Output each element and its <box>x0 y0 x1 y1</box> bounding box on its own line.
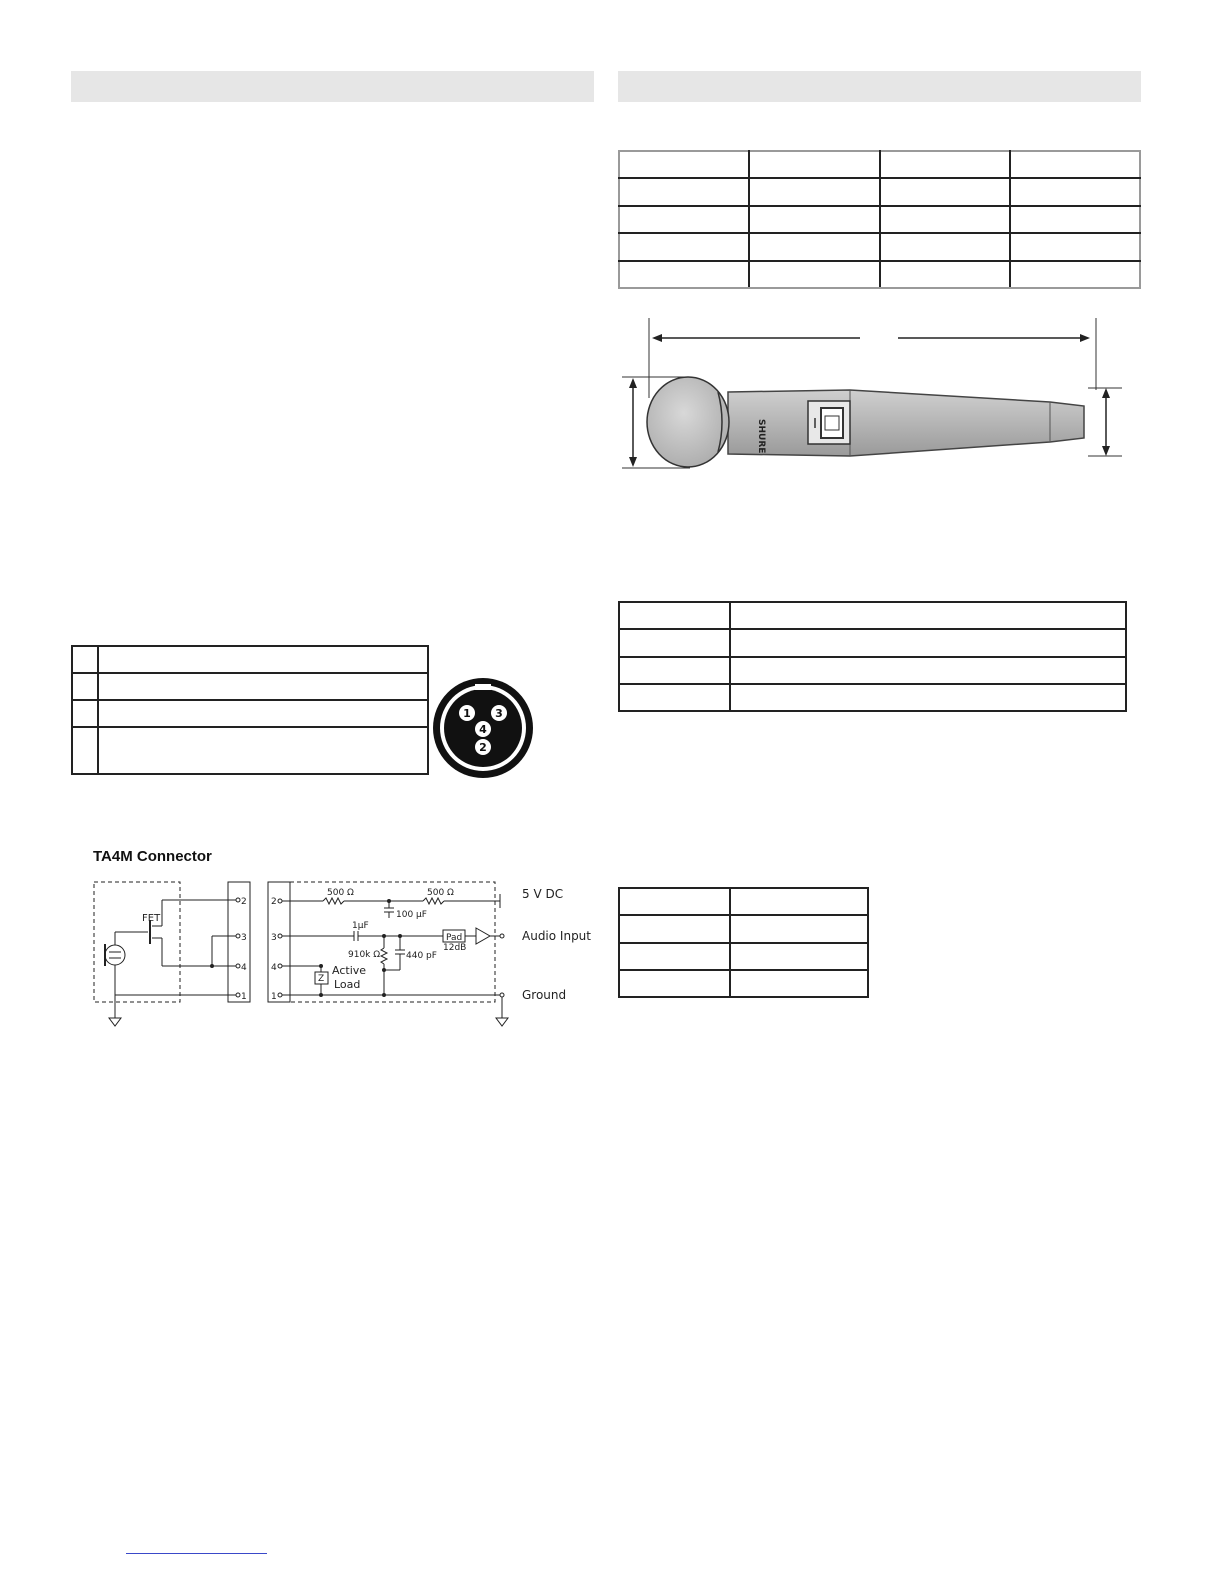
schematic-pin-number: 4 <box>241 963 247 973</box>
pad-label: Pad <box>446 933 463 943</box>
pin-assignment-table <box>71 645 429 775</box>
schematic-pin-number: 1 <box>271 992 277 1002</box>
schematic-pin-number: 4 <box>271 963 277 973</box>
capacitor-label: 440 pF <box>406 951 437 961</box>
shure-logo: SHURE <box>756 419 766 454</box>
connector-pin-label: 4 <box>479 723 487 736</box>
diagram-title: TA4M Connector <box>93 848 212 865</box>
ground-label: Ground <box>522 988 567 1002</box>
z-label: Z <box>318 974 325 984</box>
schematic-pin-number: 1 <box>241 992 247 1002</box>
pad-db-label: 12dB <box>443 943 467 953</box>
microphone-dimension-drawing <box>600 310 1160 480</box>
specification-table <box>618 150 1141 289</box>
audio-input-label: Audio Input <box>522 929 591 943</box>
resistor-label: 500 Ω <box>327 888 354 898</box>
ta4m-connector-face <box>430 676 536 780</box>
vdc-label: 5 V DC <box>522 887 564 901</box>
schematic-pin-number: 3 <box>271 933 277 943</box>
capacitor-label: 1µF <box>352 921 369 931</box>
section-header-right <box>618 71 1141 102</box>
configuration-table <box>618 601 1127 712</box>
connector-pin-label: 1 <box>463 707 471 720</box>
resistor-label: 500 Ω <box>427 888 454 898</box>
resistor-label: 910k Ω <box>348 950 381 960</box>
schematic-pin-number: 2 <box>241 897 247 907</box>
ta4m-wiring-schematic <box>88 870 598 1030</box>
section-header-left <box>71 71 594 102</box>
small-spec-table <box>618 887 869 998</box>
schematic-pin-number: 3 <box>241 933 247 943</box>
fet-label: FET <box>142 913 161 924</box>
load-label: Load <box>334 978 361 991</box>
footer-link[interactable] <box>126 1553 267 1554</box>
schematic-pin-number: 2 <box>271 897 277 907</box>
connector-pin-label: 2 <box>479 741 487 754</box>
connector-pin-label: 3 <box>495 707 503 720</box>
capacitor-label: 100 µF <box>396 910 427 920</box>
active-label: Active <box>332 964 367 977</box>
